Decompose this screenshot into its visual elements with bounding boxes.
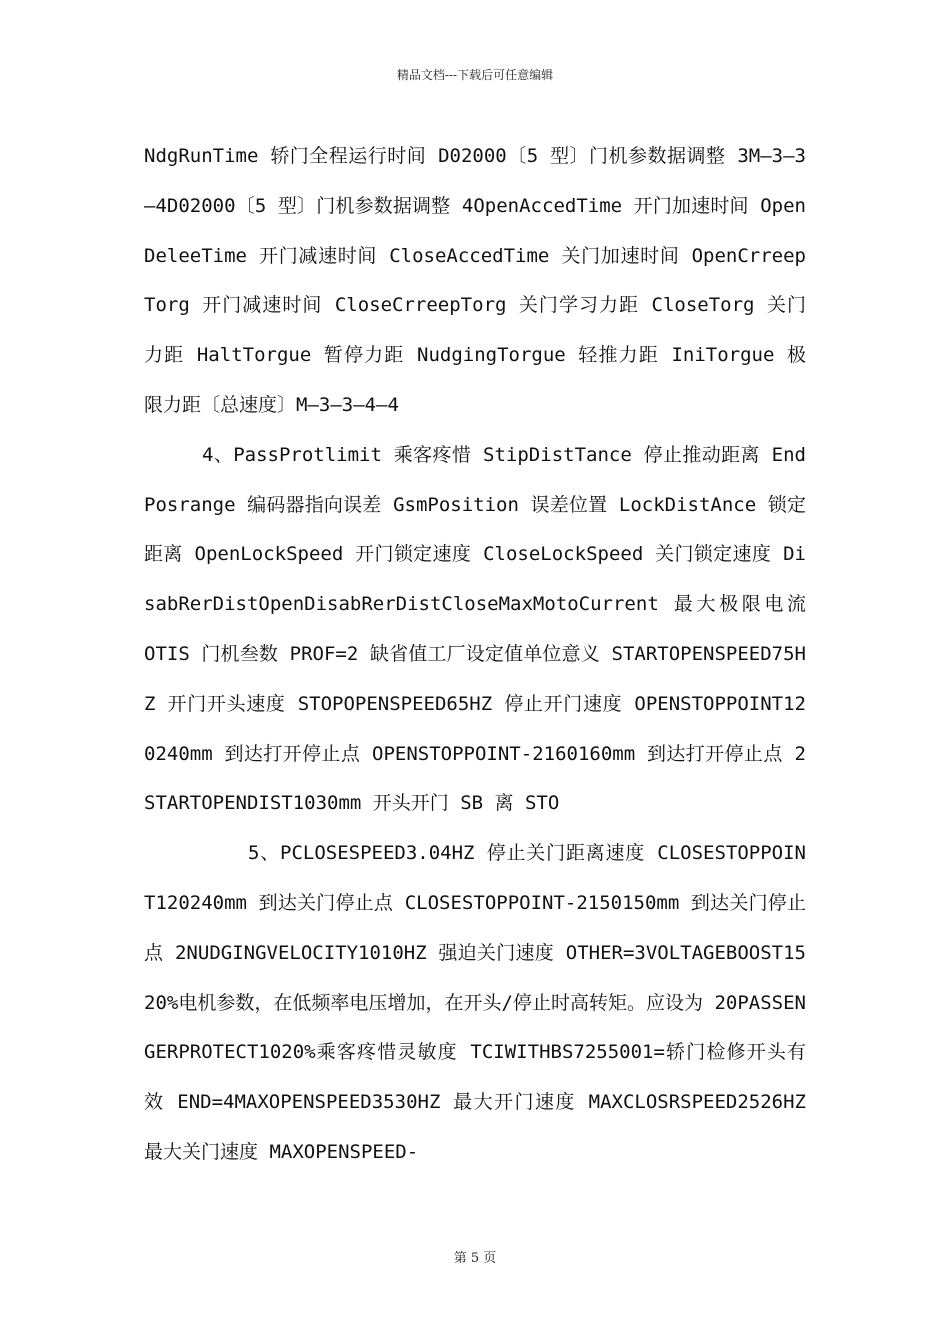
paragraph-section-4: 4、PassProtlimit 乘客疼惜 StipDistTance 停止推动距离 EndPosrange 编码器指向误差 GsmPosition 误差位置 LockDistAnce 锁定距离 OpenLockSpeed 开门锁定速度 CloseLockSpeed 关门锁定速度 DisabRerDistOpenDisabRerDistCloseMaxMotoCurrent 最大极限电流 OTIS 门机叁数 PROF=2 缺省值工厂设定值单位意义 STARTOPENSPEED75HZ 开门开头速度 STOPOPENSPEED65HZ 停止开门速度 OPENSTOPPOINT120240mm 到达打开停止点 OPENSTOPPOINT-2160160mm 到达打开停止点 2STARTOPENDIST1030mm 开头开门 SB 离 STO <box>144 443 806 815</box>
document-body <box>144 132 806 1178</box>
page-header: 精品文档---下载后可任意编辑 <box>396 68 554 82</box>
paragraph-section-5: 5、PCLOSESPEED3.04HZ 停止关门距离速度 CLOSESTOPPOINT120240mm 到达关门停止点 CLOSESTOPPOINT-2150150mm 到达关门停止点 2NUDGINGVELOCITY1010HZ 强迫关门速度 OTHER=3VOLTAGEBOOST1520%电机参数，在低频率电压增加，在开头/停止时高转矩。应设为 20PASSENGERPROTECT1020%乘客疼惜灵敏度 TCIWITHBS7255001=轿门检修开头有效 END=4MAXOPENSPEED3530HZ 最大开门速度 MAXCLOSRSPEED2526HZ 最大关门速度 MAXOPENSPEED- <box>144 842 806 1163</box>
page-number: 第 5 页 <box>453 1251 497 1266</box>
paragraph-door-parameters: NdgRunTime 轿门全程运行时间 D02000〔5 型〕门机参数据调整 3M—3—3—4D02000〔5 型〕门机参数据调整 4OpenAccedTime 开门加速时间 OpenDeleeTime 开门减速时间 CloseAccedTime 关门加速时间 OpenCrreepTorg 开门减速时间 CloseCrreepTorg 关门学习力距 CloseTorg 关门力距 HaltTorgue 暂停力距 NudgingTorgue 轻推力距 IniTorgue 极限力距〔总速度〕M—3—3—4—4 <box>144 145 806 416</box>
